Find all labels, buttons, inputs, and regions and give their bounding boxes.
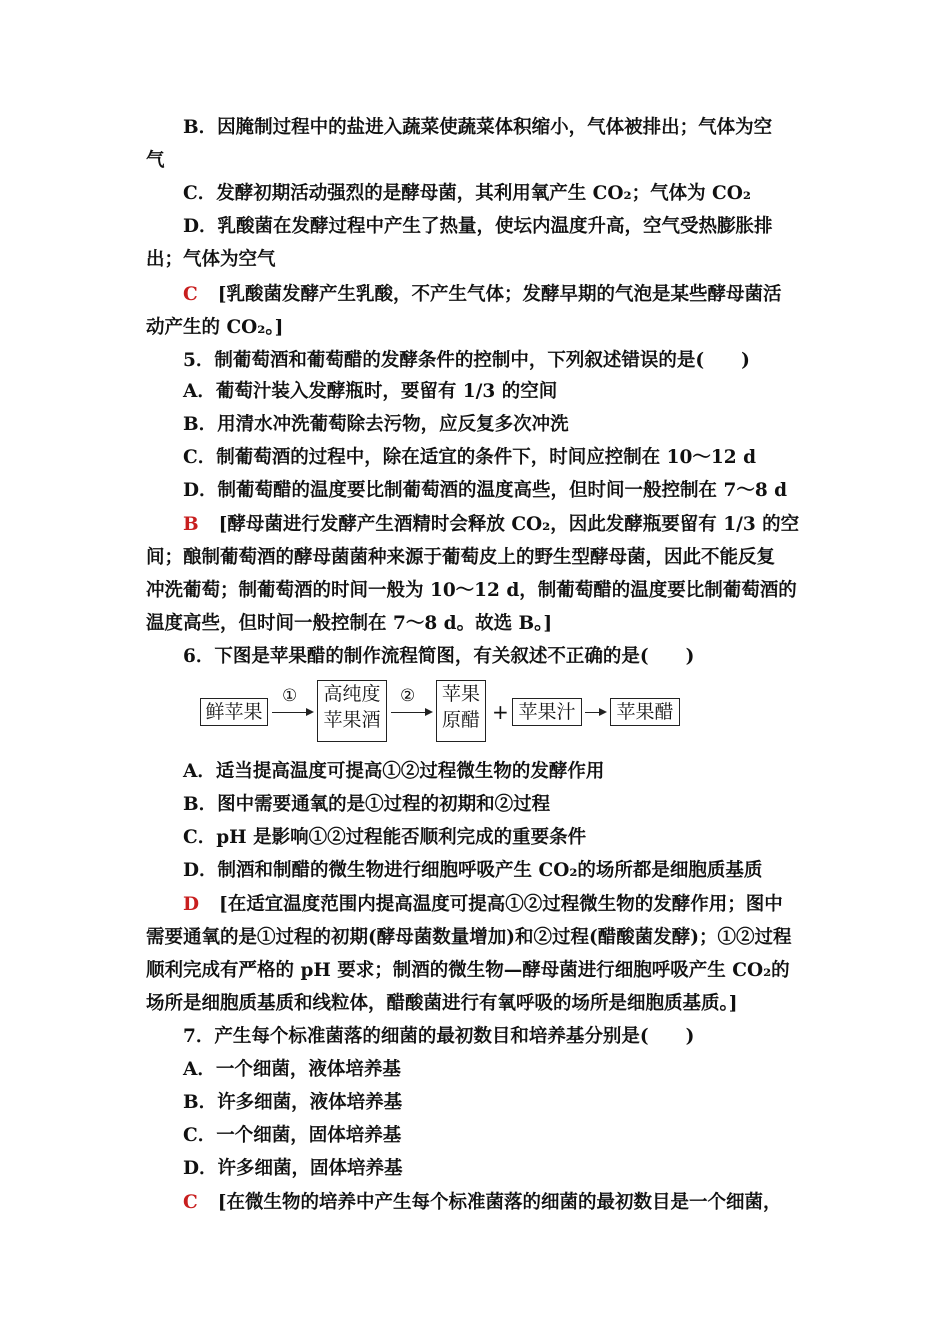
- flow-box-apple-juice: 苹果汁: [512, 698, 582, 726]
- q5-option-d: D．制葡萄醋的温度要比制葡萄酒的温度高些，但时间一般控制在 7～8 d: [183, 480, 788, 501]
- q6-option-a: A．适当提高温度可提高①②过程微生物的发酵作用: [183, 761, 605, 782]
- q7-option-c: C．一个细菌，固体培养基: [183, 1125, 402, 1146]
- explanation: [酵母菌进行发酵产生酒精时会释放 CO₂，因此发酵瓶要留有 1/3 的空: [218, 514, 800, 535]
- answer-letter: B: [183, 514, 199, 535]
- explanation-cont: 动产生的 CO₂。]: [146, 317, 284, 338]
- q5-option-b: B．用清水冲洗葡萄除去污物，应反复多次冲洗: [183, 414, 569, 435]
- q6-option-c: C．pH 是影响①②过程能否顺利完成的重要条件: [183, 827, 587, 848]
- explanation-cont: 场所是细胞质基质和线粒体，醋酸菌进行有氧呼吸的场所是细胞质基质。]: [146, 993, 738, 1014]
- question-6: 6．下图是苹果醋的制作流程简图，有关叙述不正确的是( ): [183, 646, 695, 667]
- explanation-cont: 冲洗葡萄；制葡萄酒的时间一般为 10～12 d，制葡萄醋的温度要比制葡萄酒的: [146, 580, 797, 601]
- q7-option-d: D．许多细菌，固体培养基: [183, 1158, 403, 1179]
- answer-4: [183, 283, 782, 307]
- answer-6: [183, 893, 783, 917]
- explanation: [在适宜温度范围内提高温度可提高①②过程微生物的发酵作用；图中: [219, 894, 783, 915]
- answer-5: [183, 513, 799, 537]
- arrow-icon: [391, 712, 431, 713]
- box-line: 苹果酒: [323, 709, 381, 731]
- flow-box-raw-vinegar: [436, 680, 486, 742]
- q7-option-a: A．一个细菌，液体培养基: [183, 1059, 401, 1080]
- flow-box-fresh-apple: 鲜苹果: [200, 698, 268, 726]
- box-line: 原醋: [441, 709, 480, 731]
- option-c-line: C．发酵初期活动强烈的是酵母菌，其利用氧产生 CO₂；气体为 CO₂: [183, 183, 751, 204]
- q5-option-a: A．葡萄汁装入发酵瓶时，要留有 1/3 的空间: [183, 381, 558, 402]
- flow-box-apple-wine: [317, 680, 387, 742]
- answer-letter: C: [183, 1192, 198, 1213]
- arrow-icon: [272, 712, 312, 713]
- box-line: 苹果: [441, 683, 480, 705]
- plus-sign: +: [492, 700, 509, 724]
- option-d-line-cont: 出；气体为空气: [146, 249, 276, 270]
- question-7: 7．产生每个标准菌落的细菌的最初数目和培养基分别是( ): [183, 1026, 695, 1047]
- explanation-cont: 顺利完成有严格的 pH 要求；制酒的微生物—酵母菌进行细胞呼吸产生 CO₂的: [146, 960, 790, 981]
- q7-option-b: B．许多细菌，液体培养基: [183, 1092, 403, 1113]
- answer-letter: D: [183, 894, 200, 915]
- option-b-line-cont: 气: [146, 150, 165, 171]
- box-line: 高纯度: [323, 683, 381, 705]
- flow-box-apple-vinegar: 苹果醋: [610, 698, 680, 726]
- option-b-line: B．因腌制过程中的盐进入蔬菜使蔬菜体积缩小，气体被排出；气体为空: [183, 117, 773, 138]
- answer-7: [183, 1191, 782, 1215]
- step-2-label: ②: [400, 686, 416, 706]
- option-d-line: D．乳酸菌在发酵过程中产生了热量，使坛内温度升高，空气受热膨胀排: [183, 216, 773, 237]
- explanation-cont: 温度高些，但时间一般控制在 7～8 d。故选 B。]: [146, 613, 553, 634]
- q6-option-b: B．图中需要通氧的是①过程的初期和②过程: [183, 794, 551, 815]
- q5-option-c: C．制葡萄酒的过程中，除在适宜的条件下，时间应控制在 10～12 d: [183, 447, 757, 468]
- explanation: [在微生物的培养中产生每个标准菌落的细菌的最初数目是一个细菌，: [217, 1192, 782, 1213]
- explanation-cont: 需要通氧的是①过程的初期(酵母菌数量增加)和②过程(醋酸菌发酵)；①②过程: [146, 927, 792, 948]
- answer-letter: C: [183, 284, 198, 305]
- explanation: [乳酸菌发酵产生乳酸，不产生气体；发酵早期的气泡是某些酵母菌活: [217, 284, 782, 305]
- step-1-label: ①: [282, 686, 298, 706]
- flow-diagram: [200, 680, 680, 744]
- explanation-cont: 间；酿制葡萄酒的酵母菌菌种来源于葡萄皮上的野生型酵母菌，因此不能反复: [146, 547, 776, 568]
- q6-option-d: D．制酒和制醋的微生物进行细胞呼吸产生 CO₂的场所都是细胞质基质: [183, 860, 763, 881]
- arrow-icon: [585, 712, 605, 713]
- question-5: 5．制葡萄酒和葡萄醋的发酵条件的控制中，下列叙述错误的是( ): [183, 350, 750, 371]
